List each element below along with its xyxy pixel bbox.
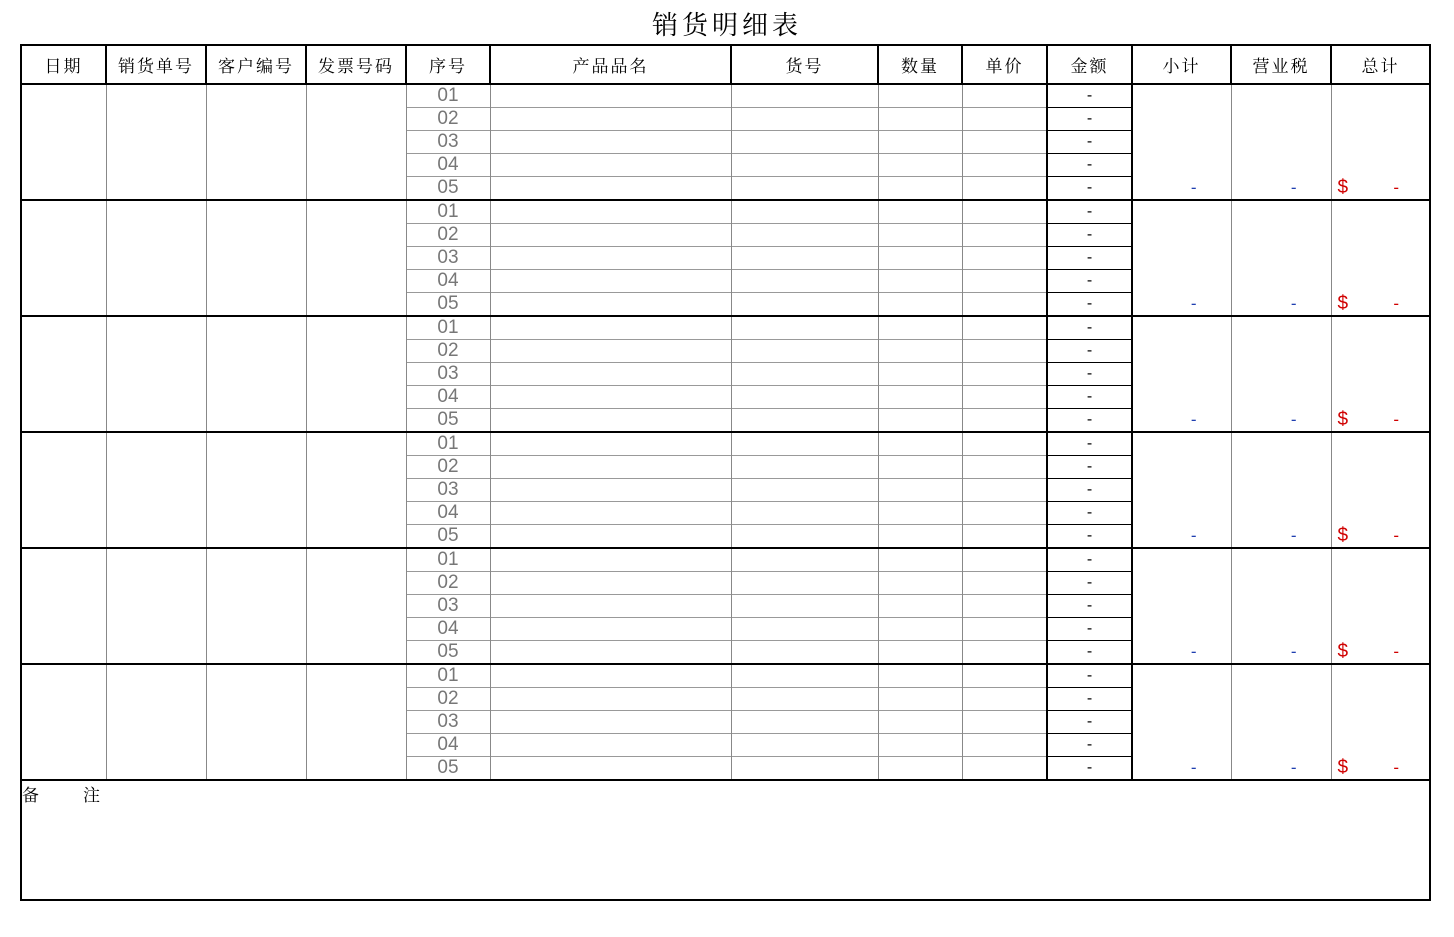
total-cell (1331, 432, 1430, 548)
amount-cell: - (1047, 479, 1132, 502)
sequence-cell: 01 (406, 432, 490, 456)
date-cell[interactable] (21, 200, 106, 316)
business-tax-cell (1231, 200, 1331, 316)
business-tax-value: - (1290, 410, 1297, 429)
product-name-cell[interactable] (490, 664, 731, 688)
total-value: - (1393, 178, 1399, 197)
sequence-cell: 05 (406, 177, 490, 201)
business-tax-cell (1231, 84, 1331, 200)
product-name-cell[interactable] (490, 479, 731, 502)
unit-price-cell[interactable] (962, 572, 1047, 595)
product-name-cell[interactable] (490, 84, 731, 108)
header-amount: 金额 (1047, 45, 1132, 84)
item-no-cell[interactable] (731, 293, 878, 317)
sequence-cell: 03 (406, 595, 490, 618)
header-sequence: 序号 (406, 45, 490, 84)
date-cell[interactable] (21, 664, 106, 780)
invoice-no-cell[interactable] (306, 548, 406, 664)
unit-price-cell[interactable] (962, 386, 1047, 409)
unit-price-cell[interactable] (962, 479, 1047, 502)
item-no-cell[interactable] (731, 456, 878, 479)
quantity-cell[interactable] (878, 270, 962, 293)
subtotal-value: - (1190, 642, 1197, 661)
sequence-cell: 01 (406, 84, 490, 108)
item-no-cell[interactable] (731, 108, 878, 131)
unit-price-cell[interactable] (962, 734, 1047, 757)
product-name-cell[interactable] (490, 432, 731, 456)
quantity-cell[interactable] (878, 293, 962, 317)
item-no-cell[interactable] (731, 641, 878, 665)
total-cell (1331, 200, 1430, 316)
amount-cell: - (1047, 688, 1132, 711)
unit-price-cell[interactable] (962, 502, 1047, 525)
customer-no-cell[interactable] (206, 664, 306, 780)
sales-order-no-cell[interactable] (106, 664, 206, 780)
product-name-cell[interactable] (490, 363, 731, 386)
item-no-cell[interactable] (731, 525, 878, 549)
quantity-cell[interactable] (878, 757, 962, 781)
sequence-cell: 02 (406, 340, 490, 363)
amount-cell: - (1047, 432, 1132, 456)
total-cell (1331, 664, 1430, 780)
business-tax-value: - (1290, 526, 1297, 545)
sequence-cell: 05 (406, 525, 490, 549)
customer-no-cell[interactable] (206, 548, 306, 664)
unit-price-cell[interactable] (962, 711, 1047, 734)
amount-cell: - (1047, 734, 1132, 757)
total-value: - (1393, 758, 1399, 777)
customer-no-cell[interactable] (206, 200, 306, 316)
product-name-cell[interactable] (490, 409, 731, 433)
invoice-no-cell[interactable] (306, 664, 406, 780)
amount-cell: - (1047, 456, 1132, 479)
business-tax-value: - (1290, 642, 1297, 661)
unit-price-cell[interactable] (962, 664, 1047, 688)
amount-cell: - (1047, 548, 1132, 572)
unit-price-cell[interactable] (962, 688, 1047, 711)
business-tax-value: - (1290, 294, 1297, 313)
sequence-cell: 05 (406, 757, 490, 781)
amount-cell: - (1047, 409, 1132, 433)
total-value: - (1393, 294, 1399, 313)
quantity-cell[interactable] (878, 409, 962, 433)
item-no-cell[interactable] (731, 247, 878, 270)
total-value-wrap (1332, 641, 1430, 663)
sequence-cell: 02 (406, 224, 490, 247)
amount-cell: - (1047, 131, 1132, 154)
total-value-wrap (1332, 757, 1430, 779)
unit-price-cell[interactable] (962, 270, 1047, 293)
amount-cell: - (1047, 293, 1132, 317)
quantity-cell[interactable] (878, 340, 962, 363)
header-unit-price: 单价 (962, 45, 1047, 84)
remarks-row (21, 780, 1430, 900)
quantity-cell[interactable] (878, 548, 962, 572)
unit-price-cell[interactable] (962, 247, 1047, 270)
item-no-cell[interactable] (731, 386, 878, 409)
total-cell (1331, 316, 1430, 432)
sequence-cell: 03 (406, 479, 490, 502)
unit-price-cell[interactable] (962, 548, 1047, 572)
sequence-cell: 04 (406, 386, 490, 409)
date-cell[interactable] (21, 548, 106, 664)
total-value-wrap (1332, 409, 1430, 431)
header-invoice-no: 发票号码 (306, 45, 406, 84)
item-no-cell[interactable] (731, 618, 878, 641)
unit-price-cell[interactable] (962, 409, 1047, 433)
subtotal-value: - (1190, 178, 1197, 197)
product-name-cell[interactable] (490, 711, 731, 734)
subtotal-value: - (1190, 294, 1197, 313)
currency-symbol: $ (1337, 409, 1349, 430)
item-no-cell[interactable] (731, 479, 878, 502)
amount-cell: - (1047, 84, 1132, 108)
sequence-cell: 05 (406, 641, 490, 665)
unit-price-cell[interactable] (962, 154, 1047, 177)
unit-price-cell[interactable] (962, 177, 1047, 201)
amount-cell: - (1047, 595, 1132, 618)
item-no-cell[interactable] (731, 316, 878, 340)
table-row (21, 664, 1430, 688)
amount-cell: - (1047, 525, 1132, 549)
table-row (21, 200, 1430, 224)
amount-cell: - (1047, 572, 1132, 595)
item-no-cell[interactable] (731, 270, 878, 293)
item-no-cell[interactable] (731, 548, 878, 572)
sequence-cell: 04 (406, 618, 490, 641)
remarks-label-char-2: 注 (83, 786, 100, 806)
header-item-no: 货号 (731, 45, 878, 84)
subtotal-value: - (1190, 758, 1197, 777)
quantity-cell[interactable] (878, 386, 962, 409)
currency-symbol: $ (1337, 177, 1349, 198)
unit-price-cell[interactable] (962, 224, 1047, 247)
quantity-cell[interactable] (878, 456, 962, 479)
unit-price-cell[interactable] (962, 641, 1047, 665)
sequence-cell: 02 (406, 108, 490, 131)
subtotal-cell (1132, 200, 1231, 316)
subtotal-cell (1132, 548, 1231, 664)
header-product-name: 产品品名 (490, 45, 731, 84)
quantity-cell[interactable] (878, 363, 962, 386)
quantity-cell[interactable] (878, 572, 962, 595)
header-date: 日期 (21, 45, 106, 84)
invoice-no-cell[interactable] (306, 316, 406, 432)
sequence-cell: 02 (406, 688, 490, 711)
quantity-cell[interactable] (878, 316, 962, 340)
quantity-cell[interactable] (878, 711, 962, 734)
item-no-cell[interactable] (731, 409, 878, 433)
table-row (21, 316, 1430, 340)
remarks-cell[interactable] (21, 780, 1430, 900)
amount-cell: - (1047, 363, 1132, 386)
product-name-cell[interactable] (490, 641, 731, 665)
product-name-cell[interactable] (490, 502, 731, 525)
total-value: - (1393, 410, 1399, 429)
amount-cell: - (1047, 200, 1132, 224)
quantity-cell[interactable] (878, 131, 962, 154)
item-no-cell[interactable] (731, 340, 878, 363)
quantity-cell[interactable] (878, 502, 962, 525)
unit-price-cell[interactable] (962, 363, 1047, 386)
invoice-no-cell[interactable] (306, 200, 406, 316)
sequence-cell: 04 (406, 502, 490, 525)
amount-cell: - (1047, 154, 1132, 177)
item-no-cell[interactable] (731, 177, 878, 201)
remarks-label-char-1: 备 (22, 786, 39, 806)
amount-cell: - (1047, 386, 1132, 409)
unit-price-cell[interactable] (962, 316, 1047, 340)
header-quantity: 数量 (878, 45, 962, 84)
amount-cell: - (1047, 108, 1132, 131)
product-name-cell[interactable] (490, 688, 731, 711)
table-row (21, 432, 1430, 456)
amount-cell: - (1047, 757, 1132, 781)
product-name-cell[interactable] (490, 525, 731, 549)
header-customer-no: 客户编号 (206, 45, 306, 84)
header-business-tax: 营业税 (1231, 45, 1331, 84)
quantity-cell[interactable] (878, 479, 962, 502)
customer-no-cell[interactable] (206, 432, 306, 548)
table-row (21, 84, 1430, 108)
product-name-cell[interactable] (490, 293, 731, 317)
total-value: - (1393, 526, 1399, 545)
product-name-cell[interactable] (490, 177, 731, 201)
quantity-cell[interactable] (878, 108, 962, 131)
amount-cell: - (1047, 618, 1132, 641)
business-tax-cell (1231, 664, 1331, 780)
sequence-cell: 04 (406, 734, 490, 757)
item-no-cell[interactable] (731, 734, 878, 757)
quantity-cell[interactable] (878, 224, 962, 247)
product-name-cell[interactable] (490, 757, 731, 781)
product-name-cell[interactable] (490, 108, 731, 131)
sequence-cell: 04 (406, 154, 490, 177)
header-total: 总计 (1331, 45, 1430, 84)
sequence-cell: 01 (406, 664, 490, 688)
sequence-cell: 03 (406, 363, 490, 386)
amount-cell: - (1047, 711, 1132, 734)
unit-price-cell[interactable] (962, 456, 1047, 479)
amount-cell: - (1047, 641, 1132, 665)
sales-order-no-cell[interactable] (106, 548, 206, 664)
amount-cell: - (1047, 224, 1132, 247)
amount-cell: - (1047, 316, 1132, 340)
total-cell (1331, 548, 1430, 664)
currency-symbol: $ (1337, 641, 1349, 662)
product-name-cell[interactable] (490, 572, 731, 595)
total-value-wrap (1332, 293, 1430, 315)
item-no-cell[interactable] (731, 664, 878, 688)
item-no-cell[interactable] (731, 154, 878, 177)
quantity-cell[interactable] (878, 734, 962, 757)
quantity-cell[interactable] (878, 664, 962, 688)
product-name-cell[interactable] (490, 247, 731, 270)
invoice-no-cell[interactable] (306, 84, 406, 200)
amount-cell: - (1047, 502, 1132, 525)
item-no-cell[interactable] (731, 200, 878, 224)
currency-symbol: $ (1337, 757, 1349, 778)
quantity-cell[interactable] (878, 247, 962, 270)
subtotal-value: - (1190, 526, 1197, 545)
sequence-cell: 02 (406, 572, 490, 595)
quantity-cell[interactable] (878, 177, 962, 201)
sales-order-no-cell[interactable] (106, 316, 206, 432)
item-no-cell[interactable] (731, 363, 878, 386)
item-no-cell[interactable] (731, 572, 878, 595)
unit-price-cell[interactable] (962, 293, 1047, 317)
product-name-cell[interactable] (490, 548, 731, 572)
unit-price-cell[interactable] (962, 432, 1047, 456)
total-value-wrap (1332, 525, 1430, 547)
subtotal-cell (1132, 432, 1231, 548)
subtotal-cell (1132, 316, 1231, 432)
quantity-cell[interactable] (878, 84, 962, 108)
product-name-cell[interactable] (490, 456, 731, 479)
item-no-cell[interactable] (731, 711, 878, 734)
business-tax-value: - (1290, 178, 1297, 197)
business-tax-cell (1231, 432, 1331, 548)
business-tax-value: - (1290, 758, 1297, 777)
header-subtotal: 小计 (1132, 45, 1231, 84)
amount-cell: - (1047, 664, 1132, 688)
unit-price-cell[interactable] (962, 525, 1047, 549)
product-name-cell[interactable] (490, 154, 731, 177)
amount-cell: - (1047, 340, 1132, 363)
product-name-cell[interactable] (490, 734, 731, 757)
product-name-cell[interactable] (490, 618, 731, 641)
sequence-cell: 01 (406, 200, 490, 224)
sequence-cell: 03 (406, 247, 490, 270)
unit-price-cell[interactable] (962, 757, 1047, 781)
customer-no-cell[interactable] (206, 84, 306, 200)
quantity-cell[interactable] (878, 432, 962, 456)
subtotal-cell (1132, 664, 1231, 780)
quantity-cell[interactable] (878, 525, 962, 549)
product-name-cell[interactable] (490, 386, 731, 409)
product-name-cell[interactable] (490, 224, 731, 247)
item-no-cell[interactable] (731, 757, 878, 781)
date-cell[interactable] (21, 84, 106, 200)
unit-price-cell[interactable] (962, 595, 1047, 618)
unit-price-cell[interactable] (962, 84, 1047, 108)
product-name-cell[interactable] (490, 595, 731, 618)
subtotal-value: - (1190, 410, 1197, 429)
item-no-cell[interactable] (731, 84, 878, 108)
sequence-cell: 04 (406, 270, 490, 293)
date-cell[interactable] (21, 432, 106, 548)
sequence-cell: 03 (406, 711, 490, 734)
unit-price-cell[interactable] (962, 131, 1047, 154)
sales-detail-table (20, 44, 1431, 901)
unit-price-cell[interactable] (962, 200, 1047, 224)
sequence-cell: 03 (406, 131, 490, 154)
sales-order-no-cell[interactable] (106, 200, 206, 316)
sequence-cell: 02 (406, 456, 490, 479)
quantity-cell[interactable] (878, 595, 962, 618)
quantity-cell[interactable] (878, 641, 962, 665)
product-name-cell[interactable] (490, 131, 731, 154)
item-no-cell[interactable] (731, 502, 878, 525)
total-value: - (1393, 642, 1399, 661)
amount-cell: - (1047, 177, 1132, 201)
item-no-cell[interactable] (731, 595, 878, 618)
customer-no-cell[interactable] (206, 316, 306, 432)
currency-symbol: $ (1337, 293, 1349, 314)
invoice-no-cell[interactable] (306, 432, 406, 548)
sales-order-no-cell[interactable] (106, 84, 206, 200)
amount-cell: - (1047, 270, 1132, 293)
unit-price-cell[interactable] (962, 340, 1047, 363)
business-tax-cell (1231, 316, 1331, 432)
subtotal-cell (1132, 84, 1231, 200)
header-sales-order-no: 销货单号 (106, 45, 206, 84)
remarks-label (22, 781, 1429, 806)
sequence-cell: 01 (406, 316, 490, 340)
quantity-cell[interactable] (878, 154, 962, 177)
header-row (21, 45, 1430, 84)
currency-symbol: $ (1337, 525, 1349, 546)
item-no-cell[interactable] (731, 432, 878, 456)
date-cell[interactable] (21, 316, 106, 432)
business-tax-cell (1231, 548, 1331, 664)
product-name-cell[interactable] (490, 340, 731, 363)
quantity-cell[interactable] (878, 200, 962, 224)
sequence-cell: 01 (406, 548, 490, 572)
sequence-cell: 05 (406, 293, 490, 317)
table-row (21, 548, 1430, 572)
product-name-cell[interactable] (490, 270, 731, 293)
unit-price-cell[interactable] (962, 108, 1047, 131)
item-no-cell[interactable] (731, 688, 878, 711)
product-name-cell[interactable] (490, 316, 731, 340)
item-no-cell[interactable] (731, 224, 878, 247)
product-name-cell[interactable] (490, 200, 731, 224)
amount-cell: - (1047, 247, 1132, 270)
unit-price-cell[interactable] (962, 618, 1047, 641)
total-cell (1331, 84, 1430, 200)
page-title: 销货明细表 (651, 11, 802, 41)
total-value-wrap (1332, 177, 1430, 199)
quantity-cell[interactable] (878, 688, 962, 711)
quantity-cell[interactable] (878, 618, 962, 641)
sales-order-no-cell[interactable] (106, 432, 206, 548)
item-no-cell[interactable] (731, 131, 878, 154)
sequence-cell: 05 (406, 409, 490, 433)
